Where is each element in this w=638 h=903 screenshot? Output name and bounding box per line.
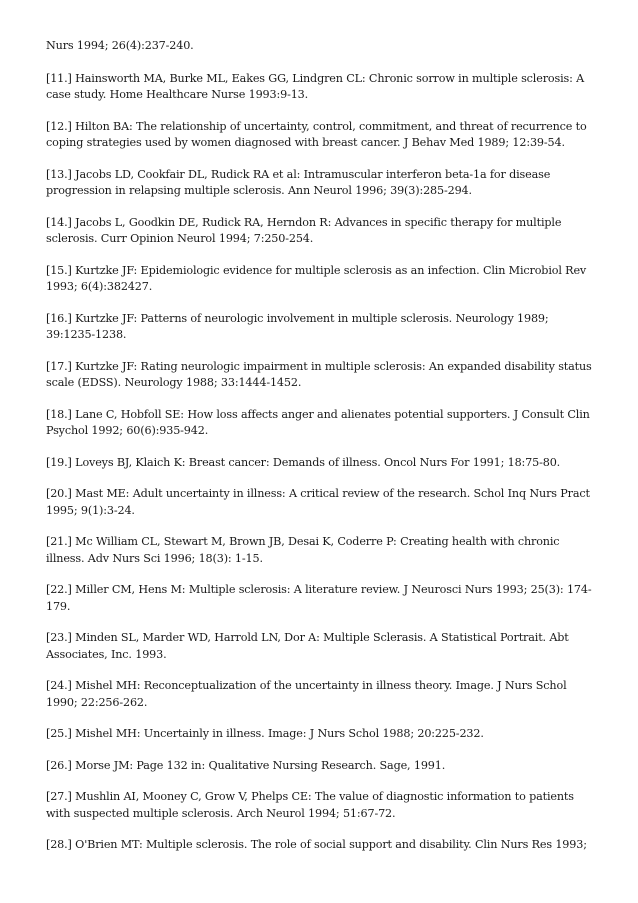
reference-entry: [20.] Mast ME: Adult uncertainty in illness: A critical review of the research. Schol Inq Nurs Pract 1995; 9(1):3-24. xyxy=(46,487,590,517)
reference-entry: [13.] Jacobs LD, Cookfair DL, Rudick RA et al: Intramuscular interferon beta-1a for disease progression in relapsing multiple sclerosis. Ann Neurol 1996; 39(3):285-294. xyxy=(46,167,551,197)
reference-entry: [17.] Kurtzke JF: Rating neurologic impairment in multiple sclerosis: An expanded disability status scale (EDSS). Neurology 1988; 33:1444-1452. xyxy=(46,359,592,389)
reference-entry: [23.] Minden SL, Marder WD, Harrold LN, Dor A: Multiple Sclerasis. A Statistical Portrait. Abt Associates, Inc. 1993. xyxy=(46,631,569,661)
reference-entry: [21.] Mc William CL, Stewart M, Brown JB, Desai K, Coderre P: Creating health with chronic illness. Adv Nurs Sci 1996; 18(3): 1-15. xyxy=(46,535,560,565)
reference-entry: [27.] Mushlin AI, Mooney C, Grow V, Phelps CE: The value of diagnostic information to patients with suspected multiple sclerosis. Arch Neurol 1994; 51:67-72. xyxy=(46,790,574,820)
reference-entry: [28.] O'Brien MT: Multiple sclerosis. The role of social support and disability. Clin Nurs Res 1993; xyxy=(46,838,587,851)
reference-entry: [11.] Hainsworth MA, Burke ML, Eakes GG, Lindgren CL: Chronic sorrow in multiple sclerosis: A case study. Home Healthcare Nurse 1993:9-13. xyxy=(46,71,585,101)
reference-entry: Nurs 1994; 26(4):237-240. xyxy=(46,39,194,52)
reference-entry: [26.] Morse JM: Page 132 in: Qualitative Nursing Research. Sage, 1991. xyxy=(46,758,446,772)
reference-entry: [14.] Jacobs L, Goodkin DE, Rudick RA, Herndon R: Advances in specific therapy for multiple sclerosis. Curr Opinion Neurol 1994; 7:250-254. xyxy=(46,215,562,245)
reference-list xyxy=(46,38,594,869)
reference-entry: [22.] Miller CM, Hens M: Multiple sclerosis: A literature review. J Neurosci Nurs 1993; 25(3): 174-179. xyxy=(46,583,592,613)
reference-entry: [12.] Hilton BA: The relationship of uncertainty, control, commitment, and threat of recurrence to coping strategies used by women diagnosed with breast cancer. J Behav Med 1989; 12:39-54. xyxy=(46,119,587,149)
reference-entry: [25.] Mishel MH: Uncertainly in illness. Image: J Nurs Schol 1988; 20:225-232. xyxy=(46,727,484,740)
reference-entry: [24.] Mishel MH: Reconceptualization of the uncertainty in illness theory. Image. J Nurs Schol 1990; 22:256-262. xyxy=(46,679,567,709)
reference-entry: [16.] Kurtzke JF: Patterns of neurologic involvement in multiple sclerosis. Neurology 1989; 39:1235-1238. xyxy=(46,311,549,341)
reference-entry: [18.] Lane C, Hobfoll SE: How loss affects anger and alienates potential supporters. J Consult Clin Psychol 1992; 60(6):935-942. xyxy=(46,407,590,437)
reference-entry: [19.] Loveys BJ, Klaich K: Breast cancer: Demands of illness. Oncol Nurs For 1991; 18:75-80. xyxy=(46,455,561,469)
reference-entry: [15.] Kurtzke JF: Epidemiologic evidence for multiple sclerosis as an infection. Clin Microbiol Rev 1993; 6(4):382427. xyxy=(46,263,587,293)
